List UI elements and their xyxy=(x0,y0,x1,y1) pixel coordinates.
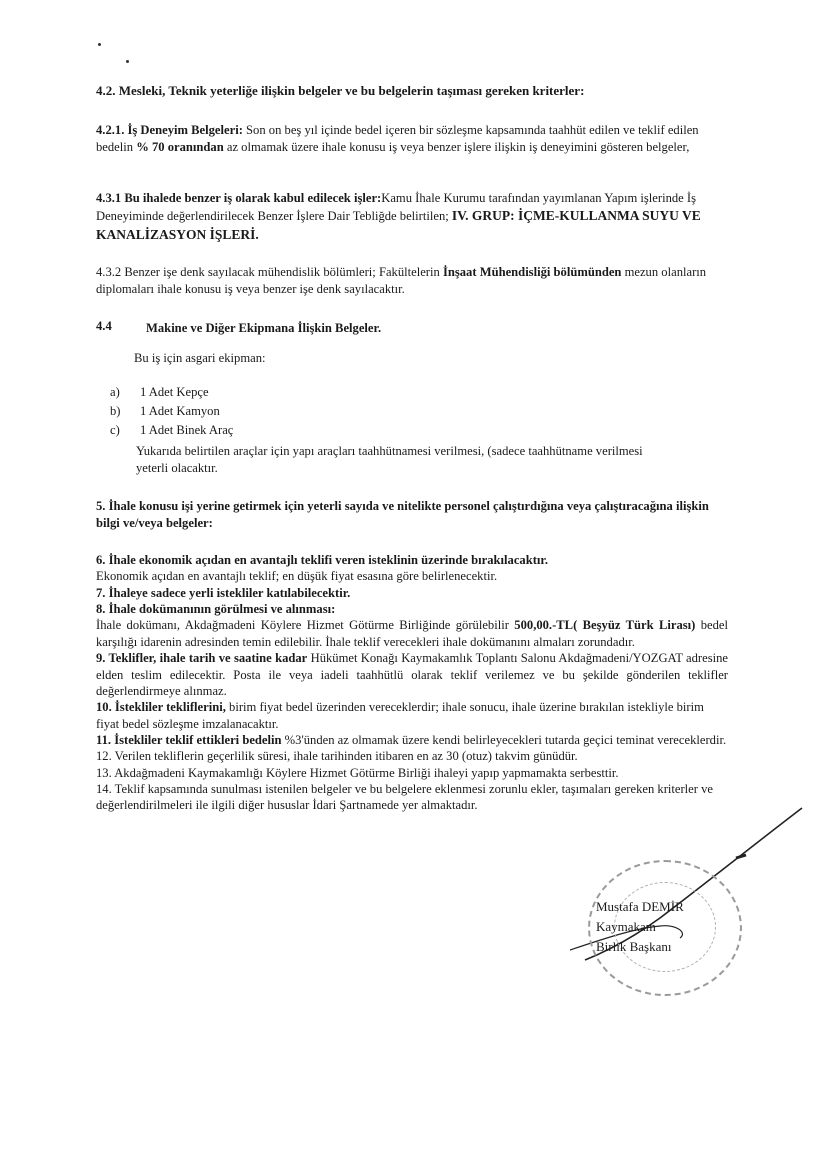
section-8-text-end: bedel karşılığı idarenin adresinden temin edilebilir. İhale teklif verecekleri ihale dokümanını almaları zorundadır. xyxy=(96,618,728,649)
section-4-3-2-text: 4.3.2 Benzer işe denk sayılacak mühendislik bölümleri; Fakültelerin xyxy=(96,265,443,279)
section-4-2-1-highlight: % 70 oranından xyxy=(136,140,224,155)
document-price: 500,00.-TL( Beşyüz Türk Lirası) xyxy=(514,618,696,633)
section-11 xyxy=(96,732,728,748)
section-11-label: 11. İstekliler teklif ettikleri bedelin xyxy=(96,732,282,747)
signatory-role: Birlik Başkanı xyxy=(596,939,672,955)
section-8-text: İhale dokümanı, Akdağmadeni Köylere Hizmet Götürme Birliğinde görülebilir xyxy=(96,618,515,633)
section-9 xyxy=(96,650,728,699)
section-4-2-1 xyxy=(96,122,728,157)
signatory-title: Kaymakam xyxy=(596,919,656,935)
section-11-text: %3'ünden az olmamak üzere kendi belirleyecekleri tutarda geçici teminat vereceklerdir. xyxy=(281,732,727,747)
section-4-2-1-label: 4.2.1. İş Deneyim Belgeleri: xyxy=(96,123,243,137)
section-4-3-2 xyxy=(96,264,728,299)
section-4-2-1-text: Son on beş yıl içinde bedel içeren bir sözleşme kapsamında taahhüt edilen ve teklif edilen bedelin xyxy=(96,123,699,155)
signatory-name: Mustafa DEMİR xyxy=(596,899,684,914)
section-4-4-title: Makine ve Diğer Ekipmana İlişkin Belgeler. xyxy=(146,321,382,335)
section-8-heading: 8. İhale dokümanının görülmesi ve alınması: xyxy=(96,602,336,617)
list-item xyxy=(110,403,233,422)
section-9-label: 9. Teklifler, ihale tarih ve saatine kadar xyxy=(96,651,308,666)
list-marker: c) xyxy=(110,423,120,437)
section-6-heading: 6. İhale ekonomik açıdan en avantajlı teklifi veren isteklinin üzerinde bırakılacaktır. xyxy=(96,553,549,567)
section-4-3-1-text: Kamu İhale Kurumu tarafından yayımlanan Yapım işlerinde İş Deneyiminde değerlendirilecek Benzer İşlere Dair Tebliğde belirtilen; xyxy=(96,191,696,224)
equipment-intro: Bu iş için asgari ekipman: xyxy=(134,351,266,365)
section-4-3-2-text-end: mezun olanların diplomaları ihale konusu iş veya benzer işe denk sayılacaktır. xyxy=(96,265,707,297)
section-10-label: 10. İstekliler tekliflerini, xyxy=(96,700,226,715)
section-12: 12. Verilen tekliflerin geçerlilik süresi, ihale tarihinden itibaren en az 30 (otuz) takvim günüdür. xyxy=(96,749,578,764)
section-8 xyxy=(96,617,728,650)
section-4-2-heading: 4.2. Mesleki, Teknik yeterliğe ilişkin belgeler ve bu belgelerin taşıması gereken kriterler: xyxy=(96,83,585,98)
list-item xyxy=(110,422,233,441)
equipment-list xyxy=(110,384,233,441)
section-4-4-number: 4.4 xyxy=(96,319,112,333)
section-4-3-1 xyxy=(96,190,728,245)
section-6-text: Ekonomik açıdan en avantajlı teklif; en düşük fiyat esasına göre belirlenecektir. xyxy=(96,569,498,584)
section-9-text: Hükümet Konağı Kaymakamlık Toplantı Salonu Akdağmadeni/YOZGAT adresine elden teslim edilecektir. Posta ile veya iadeli taahhütlü olarak teklif verilemez ve bu şekilde gönderilen teklifler değerlendirmeye alınmaz. xyxy=(96,651,728,698)
section-10-text: birim fiyat bedel üzerinden vereceklerdir; ihale sonucu, ihale üzerine bırakılan istekliyle birim fiyat bedel sözleşme imzalanacaktır. xyxy=(96,700,704,731)
section-14: 14. Teklif kapsamında sunulması istenilen belgeler ve bu belgelere eklenmesi zorunlu ekler, taşımaları gereken kriterler ve değerlendirilmeleri ile ilgili diğer hususlar İdari Şartnamede yer almaktadır. xyxy=(96,782,714,813)
section-10 xyxy=(96,699,728,732)
section-4-3-1-label: 4.3.1 Bu ihalede benzer iş olarak kabul edilecek işler: xyxy=(96,191,382,205)
scan-speck xyxy=(98,43,101,46)
section-4-2-1-text-end: az olmamak üzere ihale konusu iş veya benzer işlere ilişkin iş deneyimini gösteren belgeler, xyxy=(223,140,690,155)
section-5: 5. İhale konusu işi yerine getirmek için yeterli sayıda ve nitelikte personel çalıştırdığına veya çalıştıracağına ilişkin bilgi ve/veya belgeler: xyxy=(96,499,709,531)
list-item xyxy=(110,384,233,403)
list-item-text: 1 Adet Binek Araç xyxy=(140,423,234,437)
list-marker: b) xyxy=(110,404,121,418)
equipment-note: Yukarıda belirtilen araçlar için yapı araçları taahhütnamesi verilmesi, (sadece taahhütname verilmesi yeterli olacaktır. xyxy=(136,444,643,476)
section-6-14 xyxy=(96,552,728,814)
section-4-3-2-highlight: İnşaat Mühendisliği bölümünden xyxy=(442,265,622,279)
section-4-3-1-group: IV. GRUP: İÇME-KULLANMA SUYU VE KANALİZASYON İŞLERİ. xyxy=(96,208,701,242)
signature-block xyxy=(596,897,684,957)
section-13: 13. Akdağmadeni Kaymakamlığı Köylere Hizmet Götürme Birliği ihaleyi yapıp yapmamakta serbesttir. xyxy=(96,765,619,780)
list-item-text: 1 Adet Kamyon xyxy=(140,404,220,418)
scan-speck xyxy=(126,60,129,63)
section-7-heading: 7. İhaleye sadece yerli istekliler katılabilecektir. xyxy=(96,585,351,600)
list-item-text: 1 Adet Kepçe xyxy=(140,385,209,399)
list-marker: a) xyxy=(110,385,120,399)
